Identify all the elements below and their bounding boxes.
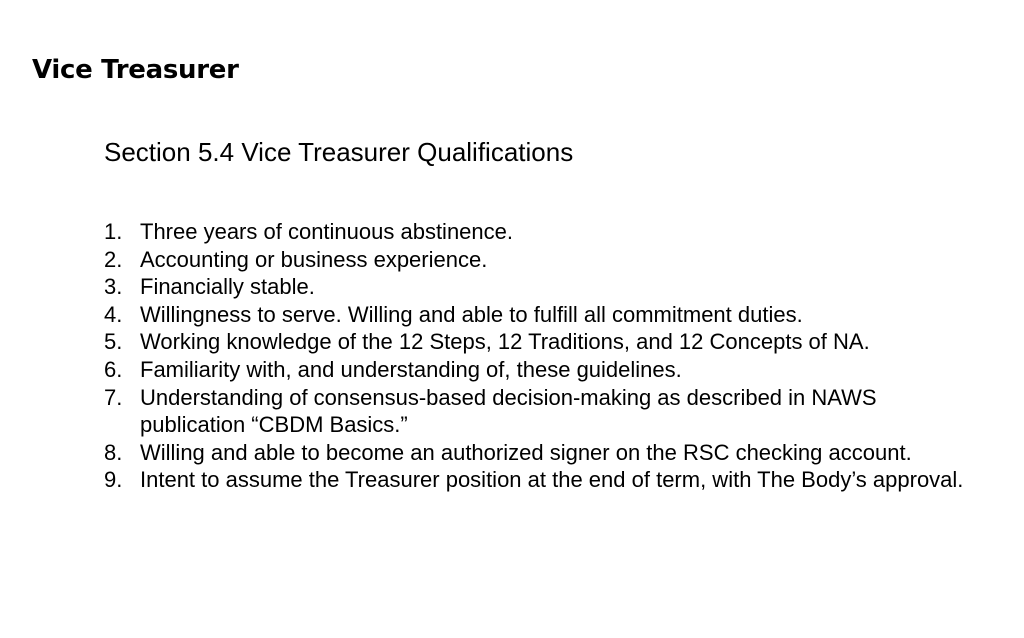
list-item-number: 4. [104, 301, 123, 327]
list-item-number: 1. [104, 219, 123, 244]
list-item [104, 273, 984, 301]
list-item-text: Familiarity with, and understanding of, these guidelines. [140, 356, 682, 382]
list-item [104, 246, 984, 274]
list-item [104, 466, 984, 494]
list-item [104, 384, 984, 439]
list-item-number: 3. [104, 274, 123, 300]
list-item-number: 6. [104, 356, 123, 382]
document-heading: Vice Treasurer [32, 55, 239, 85]
qualifications-list [104, 218, 984, 494]
list-item-text: Intent to assume the Treasurer position at the end of term, with The Body’s approval. [140, 467, 964, 493]
list-item-text: Accounting or business experience. [140, 246, 488, 272]
list-item [104, 218, 984, 246]
list-item [104, 439, 984, 467]
list-item-text: Three years of continuous abstinence. [140, 219, 514, 244]
list-item-text: Working knowledge of the 12 Steps, 12 Traditions, and 12 Concepts of NA. [140, 329, 870, 355]
section-title: Section 5.4 Vice Treasurer Qualifications [104, 137, 574, 167]
list-item-number: 7. [104, 384, 123, 410]
list-item-number: 2. [104, 246, 123, 272]
list-item [104, 301, 984, 329]
list-item-text: Willingness to serve. Willing and able to fulfill all commitment duties. [140, 301, 803, 327]
list-item [104, 328, 984, 356]
list-item-number: 5. [104, 329, 123, 355]
list-item-number: 9. [104, 467, 123, 493]
list-item-text: Financially stable. [140, 274, 315, 300]
list-item-text: Willing and able to become an authorized signer on the RSC checking account. [140, 439, 912, 465]
list-item [104, 356, 984, 384]
list-item-text: Understanding of consensus-based decision-making as described in NAWS publication “CBDM Basics.” [140, 384, 877, 438]
list-item-number: 8. [104, 439, 123, 465]
